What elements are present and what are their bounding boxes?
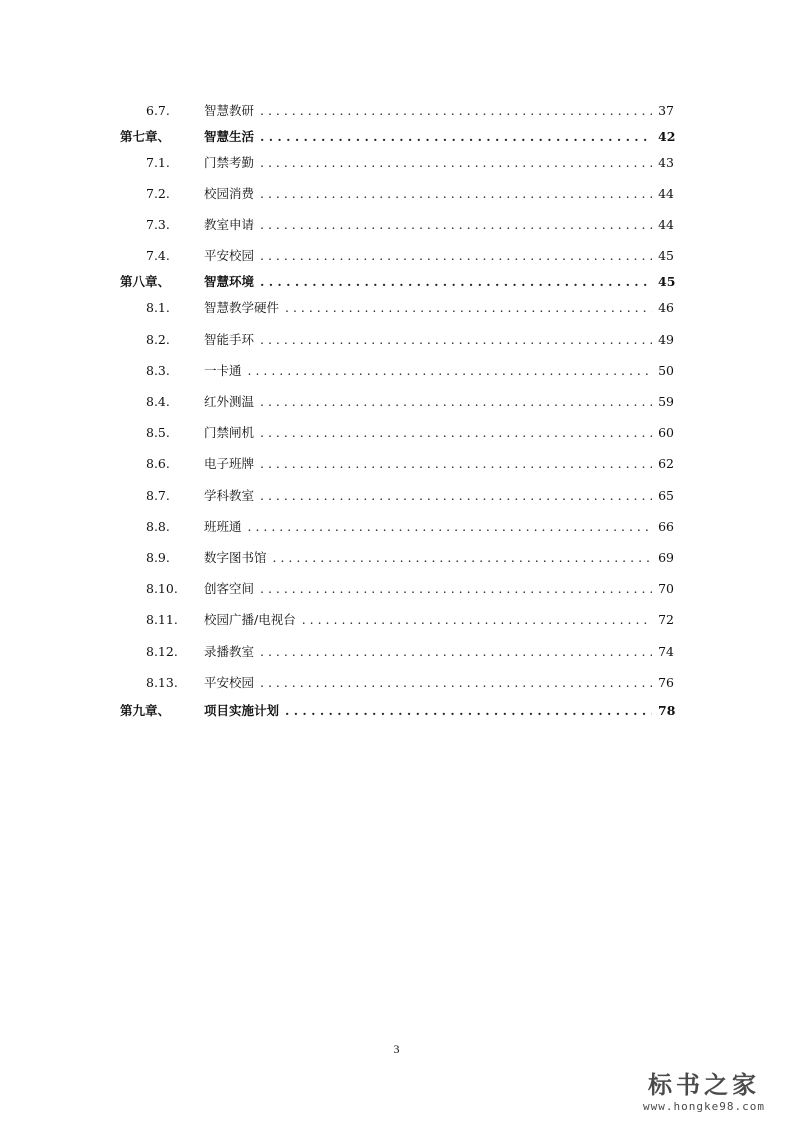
toc-entry-chapter-7[interactable]	[0, 126, 793, 148]
toc-title: 创客空间	[204, 581, 255, 596]
toc-entry-8-12[interactable]	[0, 641, 793, 663]
toc-number: 7.2.	[146, 186, 170, 201]
toc-title: 红外测温	[204, 394, 255, 409]
toc-entry-7-2[interactable]	[0, 183, 793, 205]
toc-entry-7-3[interactable]	[0, 214, 793, 236]
dot-leader	[260, 100, 652, 122]
toc-page: 59	[658, 394, 674, 409]
toc-number: 8.7.	[146, 488, 170, 503]
toc-title: 校园广播/电视台	[204, 612, 296, 627]
toc-page: 60	[658, 425, 674, 440]
toc-title: 智慧教研	[204, 103, 255, 118]
dot-leader	[285, 297, 652, 319]
dot-leader	[260, 329, 652, 351]
toc-number: 7.4.	[146, 248, 170, 263]
dot-leader	[260, 183, 652, 205]
toc-title: 电子班牌	[204, 456, 255, 471]
dot-leader	[248, 516, 652, 538]
dot-leader	[273, 547, 652, 569]
toc-number: 8.2.	[146, 332, 170, 347]
toc-page: 62	[658, 456, 674, 471]
dot-leader	[260, 578, 652, 600]
toc-page: 72	[658, 612, 674, 627]
toc-page: 45	[658, 274, 676, 289]
toc-entry-8-11[interactable]	[0, 609, 793, 631]
dot-leader	[302, 609, 652, 631]
toc-entry-8-10[interactable]	[0, 578, 793, 600]
toc-title: 平安校园	[204, 248, 255, 263]
toc-page: 70	[658, 581, 674, 596]
toc-title: 数字图书馆	[204, 550, 267, 565]
toc-entry-7-1[interactable]	[0, 152, 793, 174]
toc-entry-8-13[interactable]	[0, 672, 793, 694]
toc-entry-8-5[interactable]	[0, 422, 793, 444]
toc-entry-8-6[interactable]	[0, 453, 793, 475]
toc-number: 第九章、	[120, 703, 171, 718]
toc-page: 44	[658, 217, 674, 232]
watermark-title: 标书之家	[648, 1071, 760, 1099]
toc-page: 65	[658, 488, 674, 503]
toc-entry-8-4[interactable]	[0, 391, 793, 413]
dot-leader	[260, 245, 652, 267]
toc-page: 44	[658, 186, 674, 201]
toc-number: 8.13.	[146, 675, 178, 690]
toc-number: 8.8.	[146, 519, 170, 534]
dot-leader	[260, 485, 652, 507]
toc-number: 8.10.	[146, 581, 178, 596]
toc-entry-8-1[interactable]	[0, 297, 793, 319]
toc-title: 校园消费	[204, 186, 255, 201]
toc-entry-8-3[interactable]	[0, 360, 793, 382]
toc-page: 76	[658, 675, 674, 690]
toc-page: 37	[658, 103, 674, 118]
dot-leader	[260, 641, 652, 663]
toc-page: 74	[658, 644, 674, 659]
toc-number: 8.12.	[146, 644, 178, 659]
toc-page: 43	[658, 155, 674, 170]
toc-page: 49	[658, 332, 674, 347]
watermark	[629, 1070, 779, 1114]
toc-number: 8.3.	[146, 363, 170, 378]
toc-title: 学科教室	[204, 488, 255, 503]
toc-number: 8.11.	[146, 612, 178, 627]
toc-entry-chapter-9[interactable]	[0, 700, 793, 722]
toc-title: 门禁考勤	[204, 155, 255, 170]
toc-title: 一卡通	[204, 363, 242, 378]
toc-title: 教室申请	[204, 217, 255, 232]
toc-page: 42	[658, 129, 676, 144]
toc-number: 7.3.	[146, 217, 170, 232]
dot-leader	[260, 422, 652, 444]
dot-leader	[248, 360, 652, 382]
toc-number: 第七章、	[120, 129, 171, 144]
toc-title: 智能手环	[204, 332, 255, 347]
toc-title: 智慧环境	[204, 274, 255, 289]
toc-title: 平安校园	[204, 675, 255, 690]
toc-entry-7-4[interactable]	[0, 245, 793, 267]
dot-leader	[260, 214, 652, 236]
toc-page: 45	[658, 248, 674, 263]
toc-entry-6-7[interactable]	[0, 100, 793, 122]
toc-title: 项目实施计划	[204, 703, 280, 718]
toc-number: 8.6.	[146, 456, 170, 471]
toc-entry-8-9[interactable]	[0, 547, 793, 569]
dot-leader	[260, 126, 652, 148]
toc-entry-chapter-8[interactable]	[0, 271, 793, 293]
toc-title: 智慧教学硬件	[204, 300, 280, 315]
toc-number: 6.7.	[146, 103, 170, 118]
toc-number: 第八章、	[120, 274, 171, 289]
dot-leader	[260, 152, 652, 174]
page-number: 3	[393, 1042, 400, 1056]
toc-page: 69	[658, 550, 674, 565]
toc-number: 8.5.	[146, 425, 170, 440]
toc-page: 46	[658, 300, 674, 315]
toc-entry-8-8[interactable]	[0, 516, 793, 538]
toc-number: 8.9.	[146, 550, 170, 565]
toc-title: 班班通	[204, 519, 242, 534]
toc-title: 门禁闸机	[204, 425, 255, 440]
toc-number: 8.4.	[146, 394, 170, 409]
toc-entry-8-7[interactable]	[0, 485, 793, 507]
dot-leader	[260, 672, 652, 694]
toc-page: 66	[658, 519, 674, 534]
toc-title: 智慧生活	[204, 129, 255, 144]
toc-page: 78	[658, 703, 676, 718]
dot-leader	[260, 391, 652, 413]
dot-leader	[260, 271, 652, 293]
watermark-url: www.hongke98.com	[643, 1100, 765, 1113]
toc-title: 录播教室	[204, 644, 255, 659]
toc-page: 50	[658, 363, 674, 378]
dot-leader	[285, 700, 652, 722]
toc-entry-8-2[interactable]	[0, 329, 793, 351]
toc-number: 7.1.	[146, 155, 170, 170]
toc-number: 8.1.	[146, 300, 170, 315]
dot-leader	[260, 453, 652, 475]
